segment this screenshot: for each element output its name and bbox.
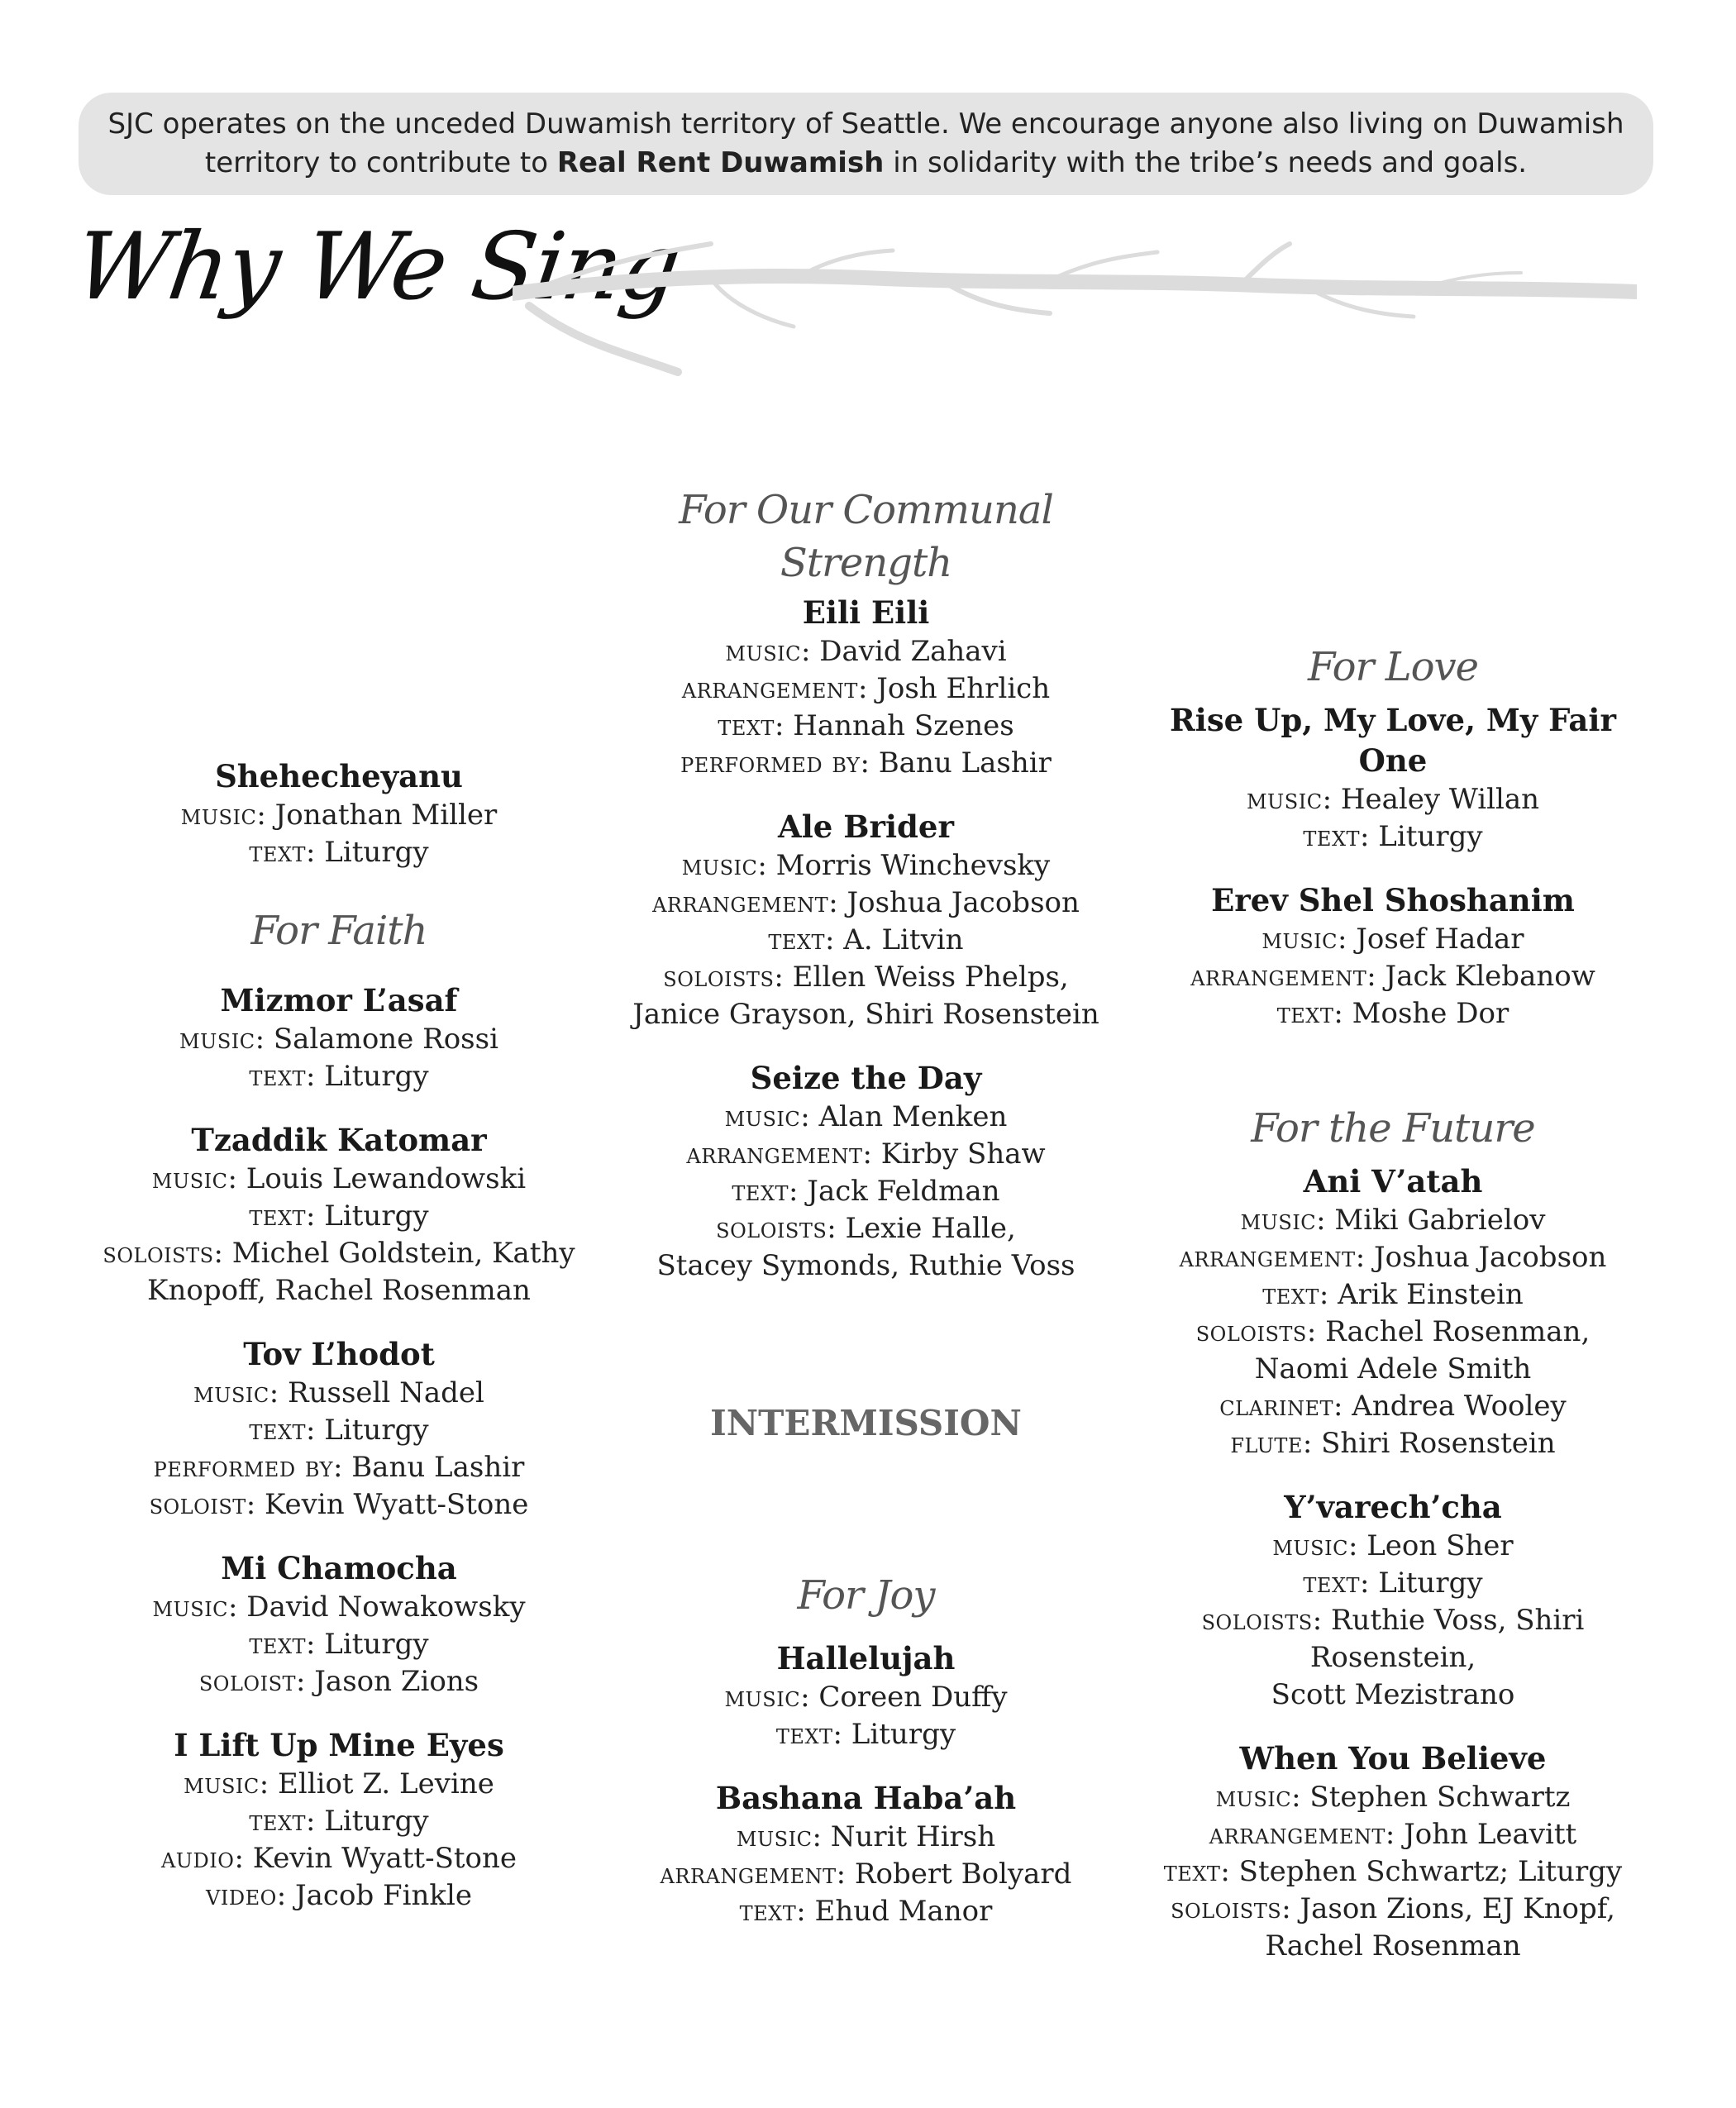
credit-line bbox=[91, 1766, 587, 1803]
credit-name: : Alan Menken bbox=[800, 1100, 1008, 1133]
credit-name: : Hannah Szenes bbox=[774, 709, 1014, 742]
credit-line bbox=[91, 1449, 587, 1486]
credit-line bbox=[616, 633, 1116, 670]
credit-name: : Banu Lashir bbox=[332, 1451, 525, 1484]
credit-role: music bbox=[179, 1023, 255, 1056]
credit-role: soloist bbox=[149, 1488, 246, 1521]
credit-line bbox=[1133, 818, 1653, 856]
credit-name: : Leon Sher bbox=[1347, 1529, 1514, 1562]
credit-name: : Morris Winchevsky bbox=[757, 849, 1051, 882]
credit-name: : Liturgy bbox=[306, 1414, 429, 1447]
credit-line bbox=[1133, 781, 1653, 818]
credit-line bbox=[1133, 958, 1653, 995]
credit-role: clarinet bbox=[1219, 1390, 1333, 1423]
song-title: Ale Brider bbox=[778, 808, 954, 845]
credit-role: performed by bbox=[680, 746, 861, 780]
credit-role: text bbox=[249, 1414, 307, 1447]
credit-name: : David Zahavi bbox=[801, 635, 1007, 668]
credit-role: music bbox=[681, 849, 758, 882]
credit-name: : Ehud Manor bbox=[796, 1895, 993, 1928]
banner-line-1: SJC operates on the unceded Duwamish territory of Seattle. We encourage anyone also living on Duwamish bbox=[107, 107, 1624, 141]
branch-illustration bbox=[513, 227, 1637, 376]
credit-line bbox=[1133, 1602, 1653, 1676]
song-shehecheyanu bbox=[91, 756, 587, 871]
credit-line bbox=[1133, 995, 1653, 1033]
credit-name: : Salamone Rossi bbox=[255, 1023, 498, 1056]
credit-line bbox=[616, 1716, 1116, 1753]
credit-line bbox=[91, 1235, 587, 1272]
credit-role: performed by bbox=[153, 1451, 333, 1484]
credit-role: music bbox=[1215, 1781, 1292, 1814]
song-tov-lhodot bbox=[91, 1334, 587, 1524]
credit-role: text bbox=[718, 709, 775, 742]
credit-line bbox=[91, 1058, 587, 1095]
credit-line bbox=[1133, 1388, 1653, 1425]
page-title: Why We Sing bbox=[68, 213, 686, 321]
credit-role: soloists bbox=[716, 1212, 827, 1245]
credit-line bbox=[91, 797, 587, 834]
credit-name: : A. Litvin bbox=[825, 923, 964, 956]
credit-name: : Liturgy bbox=[306, 1628, 429, 1661]
credit-line bbox=[1133, 1891, 1653, 1928]
credit-role: text bbox=[249, 1628, 307, 1661]
credit-line bbox=[1133, 1425, 1653, 1462]
credit-line bbox=[91, 1412, 587, 1449]
credit-name: : Stephen Schwartz bbox=[1291, 1781, 1571, 1814]
credit-line bbox=[1133, 1779, 1653, 1816]
song-mi-chamocha bbox=[91, 1548, 587, 1700]
credit-name: : Ellen Weiss Phelps, bbox=[774, 961, 1069, 994]
credit-role: soloists bbox=[1195, 1315, 1307, 1348]
credit-name: : Liturgy bbox=[306, 1060, 429, 1093]
song-title: Rise Up, My Love, My Fair One bbox=[1170, 702, 1616, 779]
song-title: Ani V’atah bbox=[1303, 1163, 1483, 1199]
credit-name: : Liturgy bbox=[832, 1718, 956, 1751]
credit-name: : Russell Nadel bbox=[269, 1376, 484, 1409]
credit-line bbox=[1133, 1202, 1653, 1239]
credit-line bbox=[616, 847, 1116, 885]
credit-role: soloists bbox=[1201, 1604, 1313, 1637]
song-ani-vatah bbox=[1133, 1161, 1653, 1462]
credit-name: : Josef Hadar bbox=[1338, 923, 1524, 956]
credit-line bbox=[616, 1173, 1116, 1210]
song-title: Mizmor L’asaf bbox=[220, 982, 458, 1018]
credit-line bbox=[1133, 921, 1653, 958]
credit-role: text bbox=[768, 923, 826, 956]
song-mizmor-lasaf bbox=[91, 980, 587, 1095]
credit-role: arrangement bbox=[686, 1137, 863, 1171]
credit-role: text bbox=[732, 1175, 789, 1208]
credit-name: : Ruthie Voss, Shiri Rosenstein, bbox=[1309, 1604, 1585, 1674]
credit-name: : Kevin Wyatt-Stone bbox=[246, 1488, 529, 1521]
credit-name: : David Nowakowsky bbox=[228, 1591, 526, 1624]
credit-name: : Joshua Jacobson bbox=[1355, 1241, 1607, 1274]
credit-role: text bbox=[249, 836, 307, 869]
credit-line bbox=[91, 1877, 587, 1915]
credit-role: music bbox=[1246, 783, 1323, 816]
credit-name: : Jason Zions, EJ Knopf, bbox=[1281, 1892, 1615, 1925]
credit-continuation: Janice Grayson, Shiri Rosenstein bbox=[632, 998, 1099, 1031]
credit-name: : Shiri Rosenstein bbox=[1302, 1427, 1556, 1460]
credit-name: : Nurit Hirsh bbox=[812, 1820, 996, 1853]
credit-role: arrangement bbox=[1209, 1818, 1385, 1851]
song-when-you-believe bbox=[1133, 1738, 1653, 1965]
credit-line bbox=[616, 1893, 1116, 1930]
song-erev-shel-shoshanim bbox=[1133, 880, 1653, 1033]
section-heading-joy: For Joy bbox=[797, 1572, 935, 1619]
song-title: Mi Chamocha bbox=[221, 1550, 457, 1586]
credit-role: soloists bbox=[1171, 1892, 1282, 1925]
credit-name: : Liturgy bbox=[306, 836, 429, 869]
credit-role: text bbox=[739, 1895, 797, 1928]
program-column-center bbox=[616, 484, 1116, 1930]
song-tzaddik-katomar bbox=[91, 1120, 587, 1309]
credit-role: music bbox=[193, 1376, 269, 1409]
credit-role: music bbox=[180, 799, 257, 832]
credit-line bbox=[616, 922, 1116, 959]
credit-continuation: Stacey Symonds, Ruthie Voss bbox=[656, 1249, 1075, 1282]
credit-role: soloist bbox=[198, 1665, 297, 1698]
credit-role: text bbox=[249, 1805, 307, 1838]
credit-line bbox=[616, 885, 1116, 922]
credit-line bbox=[1133, 1276, 1653, 1314]
song-ale-brider bbox=[616, 807, 1116, 1033]
credit-name: : Jonathan Miller bbox=[256, 799, 498, 832]
credit-role: music bbox=[152, 1591, 229, 1624]
song-title: Bashana Haba’ah bbox=[715, 1780, 1017, 1816]
program-column-right bbox=[1133, 641, 1653, 1965]
credit-role: text bbox=[249, 1060, 307, 1093]
credit-line bbox=[616, 1210, 1116, 1247]
credit-line bbox=[91, 1161, 587, 1198]
credit-role: arrangement bbox=[1190, 960, 1367, 993]
credit-line bbox=[616, 708, 1116, 745]
credit-name: : Moshe Dor bbox=[1333, 997, 1509, 1030]
credit-name: : Arik Einstein bbox=[1319, 1278, 1524, 1311]
credit-role: arrangement bbox=[652, 886, 829, 919]
credit-role: soloists bbox=[663, 961, 775, 994]
credit-role: music bbox=[184, 1767, 260, 1800]
credit-line bbox=[91, 1663, 587, 1700]
credit-line bbox=[91, 834, 587, 871]
credit-role: music bbox=[151, 1162, 228, 1195]
credit-name: : Jack Feldman bbox=[789, 1175, 1000, 1208]
credit-line bbox=[1133, 1314, 1653, 1351]
section-heading-future: For the Future bbox=[1251, 1105, 1535, 1152]
song-title: When You Believe bbox=[1239, 1740, 1547, 1777]
credit-name: : Jack Klebanow bbox=[1366, 960, 1595, 993]
credit-name: : Lexie Halle, bbox=[827, 1212, 1016, 1245]
song-yvarechcha bbox=[1133, 1487, 1653, 1714]
credit-name: : Kirby Shaw bbox=[862, 1137, 1046, 1171]
credit-continuation: Rachel Rosenman bbox=[1265, 1929, 1521, 1963]
section-heading-love: For Love bbox=[1307, 644, 1479, 690]
credit-name: : Rachel Rosenman, bbox=[1306, 1315, 1591, 1348]
credit-line bbox=[616, 745, 1116, 782]
credit-name: : Michel Goldstein, Kathy bbox=[213, 1237, 575, 1270]
credit-name: : Jacob Finkle bbox=[276, 1879, 472, 1912]
credit-role: text bbox=[249, 1199, 307, 1233]
credit-name: : Liturgy bbox=[306, 1805, 429, 1838]
credit-line bbox=[91, 1589, 587, 1626]
real-rent-duwamish-link: Real Rent Duwamish bbox=[556, 146, 885, 179]
credit-name: : Liturgy bbox=[306, 1199, 429, 1233]
credit-role: arrangement bbox=[681, 672, 858, 705]
credit-role: music bbox=[1272, 1529, 1348, 1562]
credit-name: : Liturgy bbox=[1360, 820, 1483, 853]
song-i-lift-up-mine-eyes bbox=[91, 1725, 587, 1915]
program-column-left bbox=[91, 756, 587, 1915]
credit-role: music bbox=[736, 1820, 813, 1853]
credit-role: text bbox=[1303, 820, 1361, 853]
song-seize-the-day bbox=[616, 1058, 1116, 1285]
credit-line bbox=[91, 1021, 587, 1058]
credit-line bbox=[1133, 1565, 1653, 1602]
credit-role: arrangement bbox=[1179, 1241, 1356, 1274]
song-eili-eili bbox=[616, 593, 1116, 782]
section-heading-communal-strength: For Our Communal Strength bbox=[679, 487, 1053, 586]
banner-line-2 bbox=[79, 144, 1653, 183]
credit-line bbox=[91, 1375, 587, 1412]
credit-name: : Josh Ehrlich bbox=[857, 672, 1051, 705]
credit-name: : Elliot Z. Levine bbox=[259, 1767, 494, 1800]
credit-line bbox=[1133, 1816, 1653, 1853]
land-acknowledgment-banner bbox=[79, 93, 1653, 195]
credit-line bbox=[1133, 1853, 1653, 1891]
song-bashana-habaah bbox=[616, 1778, 1116, 1930]
credit-role: music bbox=[724, 1681, 801, 1714]
credit-line bbox=[1133, 1528, 1653, 1565]
credit-name: : Louis Lewandowski bbox=[227, 1162, 527, 1195]
credit-name: : Coreen Duffy bbox=[800, 1681, 1008, 1714]
song-title: Eili Eili bbox=[802, 594, 930, 631]
song-rise-up-my-love bbox=[1133, 700, 1653, 856]
credit-name: : Liturgy bbox=[1360, 1567, 1483, 1600]
credit-role: text bbox=[1276, 997, 1334, 1030]
song-title: Tov L’hodot bbox=[243, 1336, 435, 1372]
credit-line bbox=[91, 1626, 587, 1663]
credit-role: text bbox=[1163, 1855, 1221, 1888]
credit-role: text bbox=[1262, 1278, 1319, 1311]
credit-line bbox=[616, 1136, 1116, 1173]
credit-role: audio bbox=[160, 1842, 235, 1875]
credit-role: music bbox=[1240, 1204, 1317, 1237]
credit-name: : Miki Gabrielov bbox=[1316, 1204, 1546, 1237]
song-title: I Lift Up Mine Eyes bbox=[174, 1727, 504, 1763]
credit-role: text bbox=[775, 1718, 833, 1751]
credit-line bbox=[616, 1679, 1116, 1716]
credit-name: : Banu Lashir bbox=[860, 746, 1052, 780]
song-title: Seize the Day bbox=[750, 1060, 982, 1096]
credit-name: : Robert Bolyard bbox=[836, 1858, 1072, 1891]
credit-continuation: Naomi Adele Smith bbox=[1254, 1352, 1532, 1385]
credit-role: soloists bbox=[103, 1237, 214, 1270]
credit-name: : Healey Willan bbox=[1322, 783, 1540, 816]
song-title: Erev Shel Shoshanim bbox=[1211, 882, 1575, 918]
credit-line bbox=[616, 1099, 1116, 1136]
banner-text: territory to contribute to bbox=[204, 146, 557, 179]
credit-line bbox=[91, 1803, 587, 1840]
credit-line bbox=[91, 1840, 587, 1877]
credit-continuation: Scott Mezistrano bbox=[1271, 1678, 1515, 1711]
credit-name: : John Leavitt bbox=[1385, 1818, 1577, 1851]
song-title: Hallelujah bbox=[776, 1640, 956, 1676]
credit-line bbox=[616, 670, 1116, 708]
credit-line bbox=[91, 1198, 587, 1235]
credit-role: music bbox=[724, 1100, 801, 1133]
credit-role: music bbox=[725, 635, 801, 668]
song-title: Y’varech’cha bbox=[1284, 1489, 1502, 1525]
credit-continuation: Knopoff, Rachel Rosenman bbox=[147, 1274, 531, 1307]
intermission-label: INTERMISSION bbox=[710, 1403, 1022, 1443]
credit-role: flute bbox=[1230, 1427, 1303, 1460]
credit-line bbox=[1133, 1239, 1653, 1276]
credit-name: : Joshua Jacobson bbox=[828, 886, 1080, 919]
credit-name: : Jason Zions bbox=[296, 1665, 479, 1698]
banner-text-end: in solidarity with the tribe’s needs and goals. bbox=[884, 146, 1528, 179]
song-title: Shehecheyanu bbox=[215, 758, 463, 794]
credit-line bbox=[616, 1856, 1116, 1893]
song-title: Tzaddik Katomar bbox=[191, 1122, 487, 1158]
credit-role: video bbox=[206, 1879, 277, 1912]
credit-role: music bbox=[1261, 923, 1338, 956]
credit-line bbox=[616, 1819, 1116, 1856]
credit-name: : Stephen Schwartz; Liturgy bbox=[1220, 1855, 1623, 1888]
song-hallelujah bbox=[616, 1638, 1116, 1753]
credit-line bbox=[91, 1486, 587, 1524]
credit-role: arrangement bbox=[660, 1858, 837, 1891]
credit-name: : Andrea Wooley bbox=[1333, 1390, 1567, 1423]
credit-line bbox=[616, 959, 1116, 996]
credit-name: : Kevin Wyatt-Stone bbox=[234, 1842, 517, 1875]
credit-role: text bbox=[1303, 1567, 1361, 1600]
section-heading-faith: For Faith bbox=[250, 908, 427, 954]
